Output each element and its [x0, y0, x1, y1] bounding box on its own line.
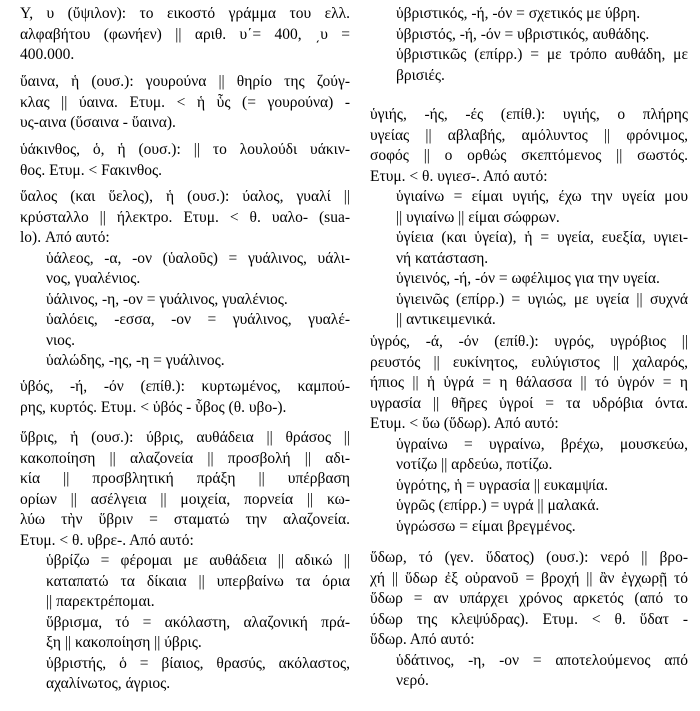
entry-yaina [20, 72, 350, 134]
derivative [370, 187, 688, 228]
entry-line: κακοποίηση || αλαζονεία || προσβολή || αδι- [20, 449, 350, 467]
entry-line: lo). Από αυτό: [20, 229, 110, 246]
derivative [370, 517, 688, 538]
entry-line: ὑάκινθος, ὁ, ἡ (ουσ.): || το λουλούδι υάκιν- [20, 141, 350, 158]
derivative-line: ὑγιαίνω = είμαι υγιής, έχω την υγεία μου [396, 188, 688, 205]
derivative-line: ὑβριστός, -ή, -όν = υβριστικός, αυθάδης. [396, 25, 650, 43]
derivative [20, 290, 350, 311]
entry-line: κλας || ύαινα. Ετυμ. < ἡ ὗς (= γουρούνα) - [20, 93, 350, 111]
derivative-line: ὑγιεινῶς (επίρρ.) = υγιώς, με υγεία || συχνά [396, 290, 688, 308]
entry-yalos [20, 187, 350, 372]
entry-line: Ετυμ. < θ. υγιεσ-. Από αυτό: [370, 167, 548, 185]
entry-ygies [370, 105, 688, 331]
entry-line: ὑβός, -ή, -όν (επίθ.): κυρτωμένος, καμπού- [20, 378, 350, 395]
derivative [20, 613, 350, 654]
derivative [370, 435, 688, 476]
derivative-line: ὑαλώδης, -ης, -η = γυάλινος. [46, 352, 225, 369]
derivative-line: βρισιές. [396, 66, 445, 84]
derivative [20, 351, 350, 372]
entry-yvris [20, 428, 350, 695]
derivative-line: ὑγρώσσω = είμαι βρεγμένος. [396, 517, 576, 535]
derivative-line: νος, γυαλένιος. [46, 270, 141, 287]
entry-yvris-continued [370, 4, 688, 86]
derivative [370, 25, 688, 46]
entry-yakinthos [20, 140, 350, 181]
entry-line: 400.000. [20, 46, 75, 63]
derivative-line: || αντικειμενικά. [396, 311, 496, 328]
entry-line: ὕαινα, ἡ (ουσ.): γουρούνα || θηρίο της ζούγ- [20, 73, 350, 90]
entry-line: ὕαλος (και ὕελος), ἡ (ουσ.): ύαλος, γυαλί || [20, 188, 350, 205]
derivative-line: καταπατώ τα δίκαια || υπερβαίνω τα όρια [46, 572, 350, 590]
entry-line: κρύσταλλο || ήλεκτρο. Ετυμ. < θ. υαλο- (sua- [20, 208, 350, 226]
entry-line: υγρασία || θῆρες ὑγροί = τα υδρόβια όντα. [370, 394, 688, 412]
entry-line: Ετυμ. < ὕω (ὕδωρ). Από αυτό: [370, 415, 559, 432]
derivative [370, 228, 688, 269]
entry-line: ὕδωρ = αν υπάρχει χρόνος αρκετός (από το [370, 590, 688, 607]
derivative [370, 4, 688, 25]
entry-ydor [370, 548, 688, 692]
derivative-line: || υγιαίνω || είμαι σώφρων. [396, 208, 560, 226]
entry-line: λύω τὴν ὕβριν = σταματώ την αλαζονεία. [20, 511, 350, 528]
derivative-line: ὑάλινος, -η, -ον = γυάλινος, γυαλένιος. [46, 290, 288, 308]
derivative-line: ξη || κακοποίηση || ύβρις. [46, 634, 202, 651]
derivative-line: ὑγιεινός, -ή, -όν = ωφέλιμος για την υγεία. [396, 270, 660, 287]
derivative-line: ὑβριστικός, -ή, -όν = σχετικός με ύβρη. [396, 5, 641, 22]
entry-line: ήπιος || ἡ ὑγρά = η θάλασσα || τό ὑγρόν = η [370, 374, 688, 391]
derivative-line: νή κατάσταση. [396, 249, 489, 267]
derivative-line: || παρεκτρέπομαι. [46, 593, 155, 610]
entry-line: σοφός || ο ορθώς σκεπτόμενος || σωστός. [370, 147, 688, 164]
entry-line: αλφαβήτου (φωνήεν) || αριθ. υ΄= 400, ͵υ = [20, 25, 350, 43]
derivative-line: ὕβρισμα, τό = ακόλαστη, αλαζονική πρά- [46, 613, 350, 631]
entry-yvos [20, 377, 350, 418]
derivative [370, 476, 688, 497]
entry-line: ὑγρός, -ά, -όν (επίθ.): υγρός, υγρόβιος || [370, 333, 688, 350]
entry-line: ὕδωρ. Από αυτό: [370, 631, 475, 648]
entry-line: Υ, υ (ὔψιλον): το εικοστό γράμμα του ελλ. [20, 5, 350, 22]
derivative [370, 269, 688, 290]
derivative [370, 651, 688, 692]
entry-line: υς-αινα (ὕσαινα - ὕαινα). [20, 114, 176, 131]
derivative [370, 496, 688, 517]
derivative-line: νερό. [396, 672, 429, 689]
entry-line: ρης, κυρτός. Ετυμ. < ὑβός - ὗβος (θ. υβο-). [20, 398, 287, 416]
derivative-line: ὑγρῶς (επίρρ.) = υγρά || μαλακά. [396, 497, 600, 514]
entry-line: κία || προσβλητική πράξη || υπέρβαση [20, 470, 350, 487]
derivative-line: ὑβριστικῶς (επίρρ.) = με τρόπο αυθάδη, με [396, 46, 688, 63]
entry-line: ὕδωρ, τό (γεν. ὕδατος) (ουσ.): νερό || βρο- [370, 549, 688, 566]
derivative-line: νιος. [46, 331, 75, 349]
derivative [370, 45, 688, 86]
derivative-line: ὑβρίζω = φέρομαι με αυθάδεια || αδικώ || [46, 552, 350, 569]
derivative [20, 654, 350, 695]
entry-line: χή || ὕδωρ ἐξ οὐρανοῦ = βροχή || ἂν ἐγχωρῇ τό [370, 569, 688, 587]
derivative-line: ὑγρότης, ἡ = υγρασία || ευκαμψία. [396, 476, 608, 494]
entry-line: θος. Ετυμ. < Fακινθος. [20, 161, 163, 179]
derivative [20, 249, 350, 290]
entry-line: υγείας || αβλαβής, αμόλυντος || φρόνιμος, [370, 126, 688, 144]
entry-ygros [370, 332, 688, 537]
entry-line: ὑγιής, -ής, -ές (επίθ.): υγιής, ο πλήρης [370, 106, 688, 123]
derivative-line: αχαλίνωτος, άγριος. [46, 675, 171, 692]
entry-line: ύδωρ της κλεψύδρας). Ετυμ. < θ. ὕδατ - [370, 610, 688, 628]
derivative [20, 551, 350, 613]
entry-line: ορίων || ασέλγεια || μοιχεία, πορνεία || κω- [20, 490, 350, 508]
derivative [370, 290, 688, 331]
derivative-line: ὑγίεια (και ὑγεία), ἡ = υγεία, ευεξία, υγιει- [396, 229, 688, 246]
entry-line: ὕβρις, ἡ (ουσ.): ύβρις, αυθάδεια || θράσος || [20, 429, 350, 446]
entry-ypsilon [20, 4, 350, 66]
derivative-line: ὑγραίνω = υγραίνω, βρέχω, μουσκεύω, [396, 435, 688, 453]
derivative-line: ὑβριστής, ὁ = βίαιος, θρασύς, ακόλαστος, [46, 654, 350, 672]
derivative-line: ὑαλόεις, -εσσα, -ον = γυάλινος, γυαλέ- [46, 311, 350, 328]
derivative-line: ὑάλεος, -α, -ον (ὑαλοῦς) = γυάλινος, υάλι- [46, 249, 350, 267]
derivative-line: ὑδάτινος, -η, -ον = αποτελούμενος από [396, 651, 688, 669]
entry-line: ρευστός || ευκίνητος, ευλύγιστος || χαλαρός, [370, 353, 688, 371]
entry-line: Ετυμ. < θ. υβρε-. Από αυτό: [20, 531, 194, 549]
derivative [20, 310, 350, 351]
derivative-line: νοτίζω || αρδεύω, ποτίζω. [396, 456, 553, 473]
